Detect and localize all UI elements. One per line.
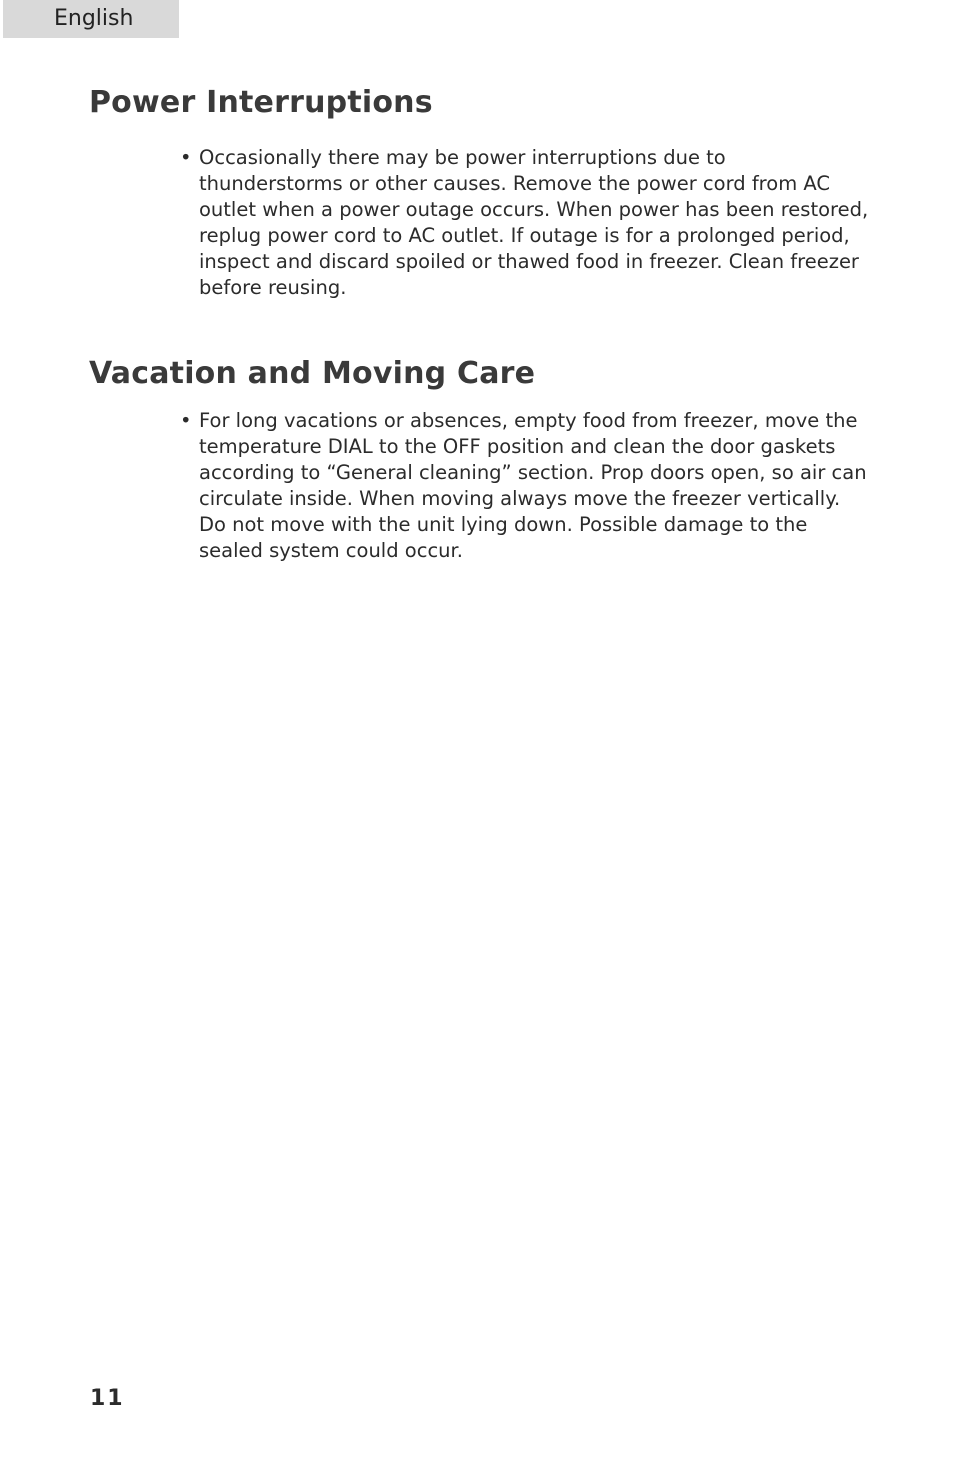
list-item	[180, 408, 870, 564]
bullet-icon: •	[180, 146, 192, 169]
language-tab	[3, 0, 179, 38]
list-item	[180, 145, 870, 301]
power-interruptions-list	[180, 145, 870, 301]
section-heading-power-interruptions: Power Interruptions	[89, 85, 433, 120]
vacation-moving-care-list	[180, 408, 870, 564]
language-tab-label: English	[54, 6, 134, 31]
section-heading-vacation-moving-care: Vacation and Moving Care	[89, 356, 536, 391]
page-number: 11	[90, 1386, 125, 1411]
bullet-text: For long vacations or absences, empty food from freezer, move the temperature DIAL to the OFF position and clean the door gaskets according to “General cleaning” section. Prop doors open, so air can circulate inside. When moving always move the freezer vertically. Do not move with the unit lying down. Possible damage to the sealed system could occur.	[199, 409, 867, 562]
bullet-text: Occasionally there may be power interruptions due to thunderstorms or other causes. Remove the power cord from AC outlet when a power outage occurs. When power has been restored, replug power cord to AC outlet. If outage is for a prolonged period, inspect and discard spoiled or thawed food in freezer. Clean freezer before reusing.	[199, 146, 869, 299]
bullet-icon: •	[180, 409, 192, 432]
